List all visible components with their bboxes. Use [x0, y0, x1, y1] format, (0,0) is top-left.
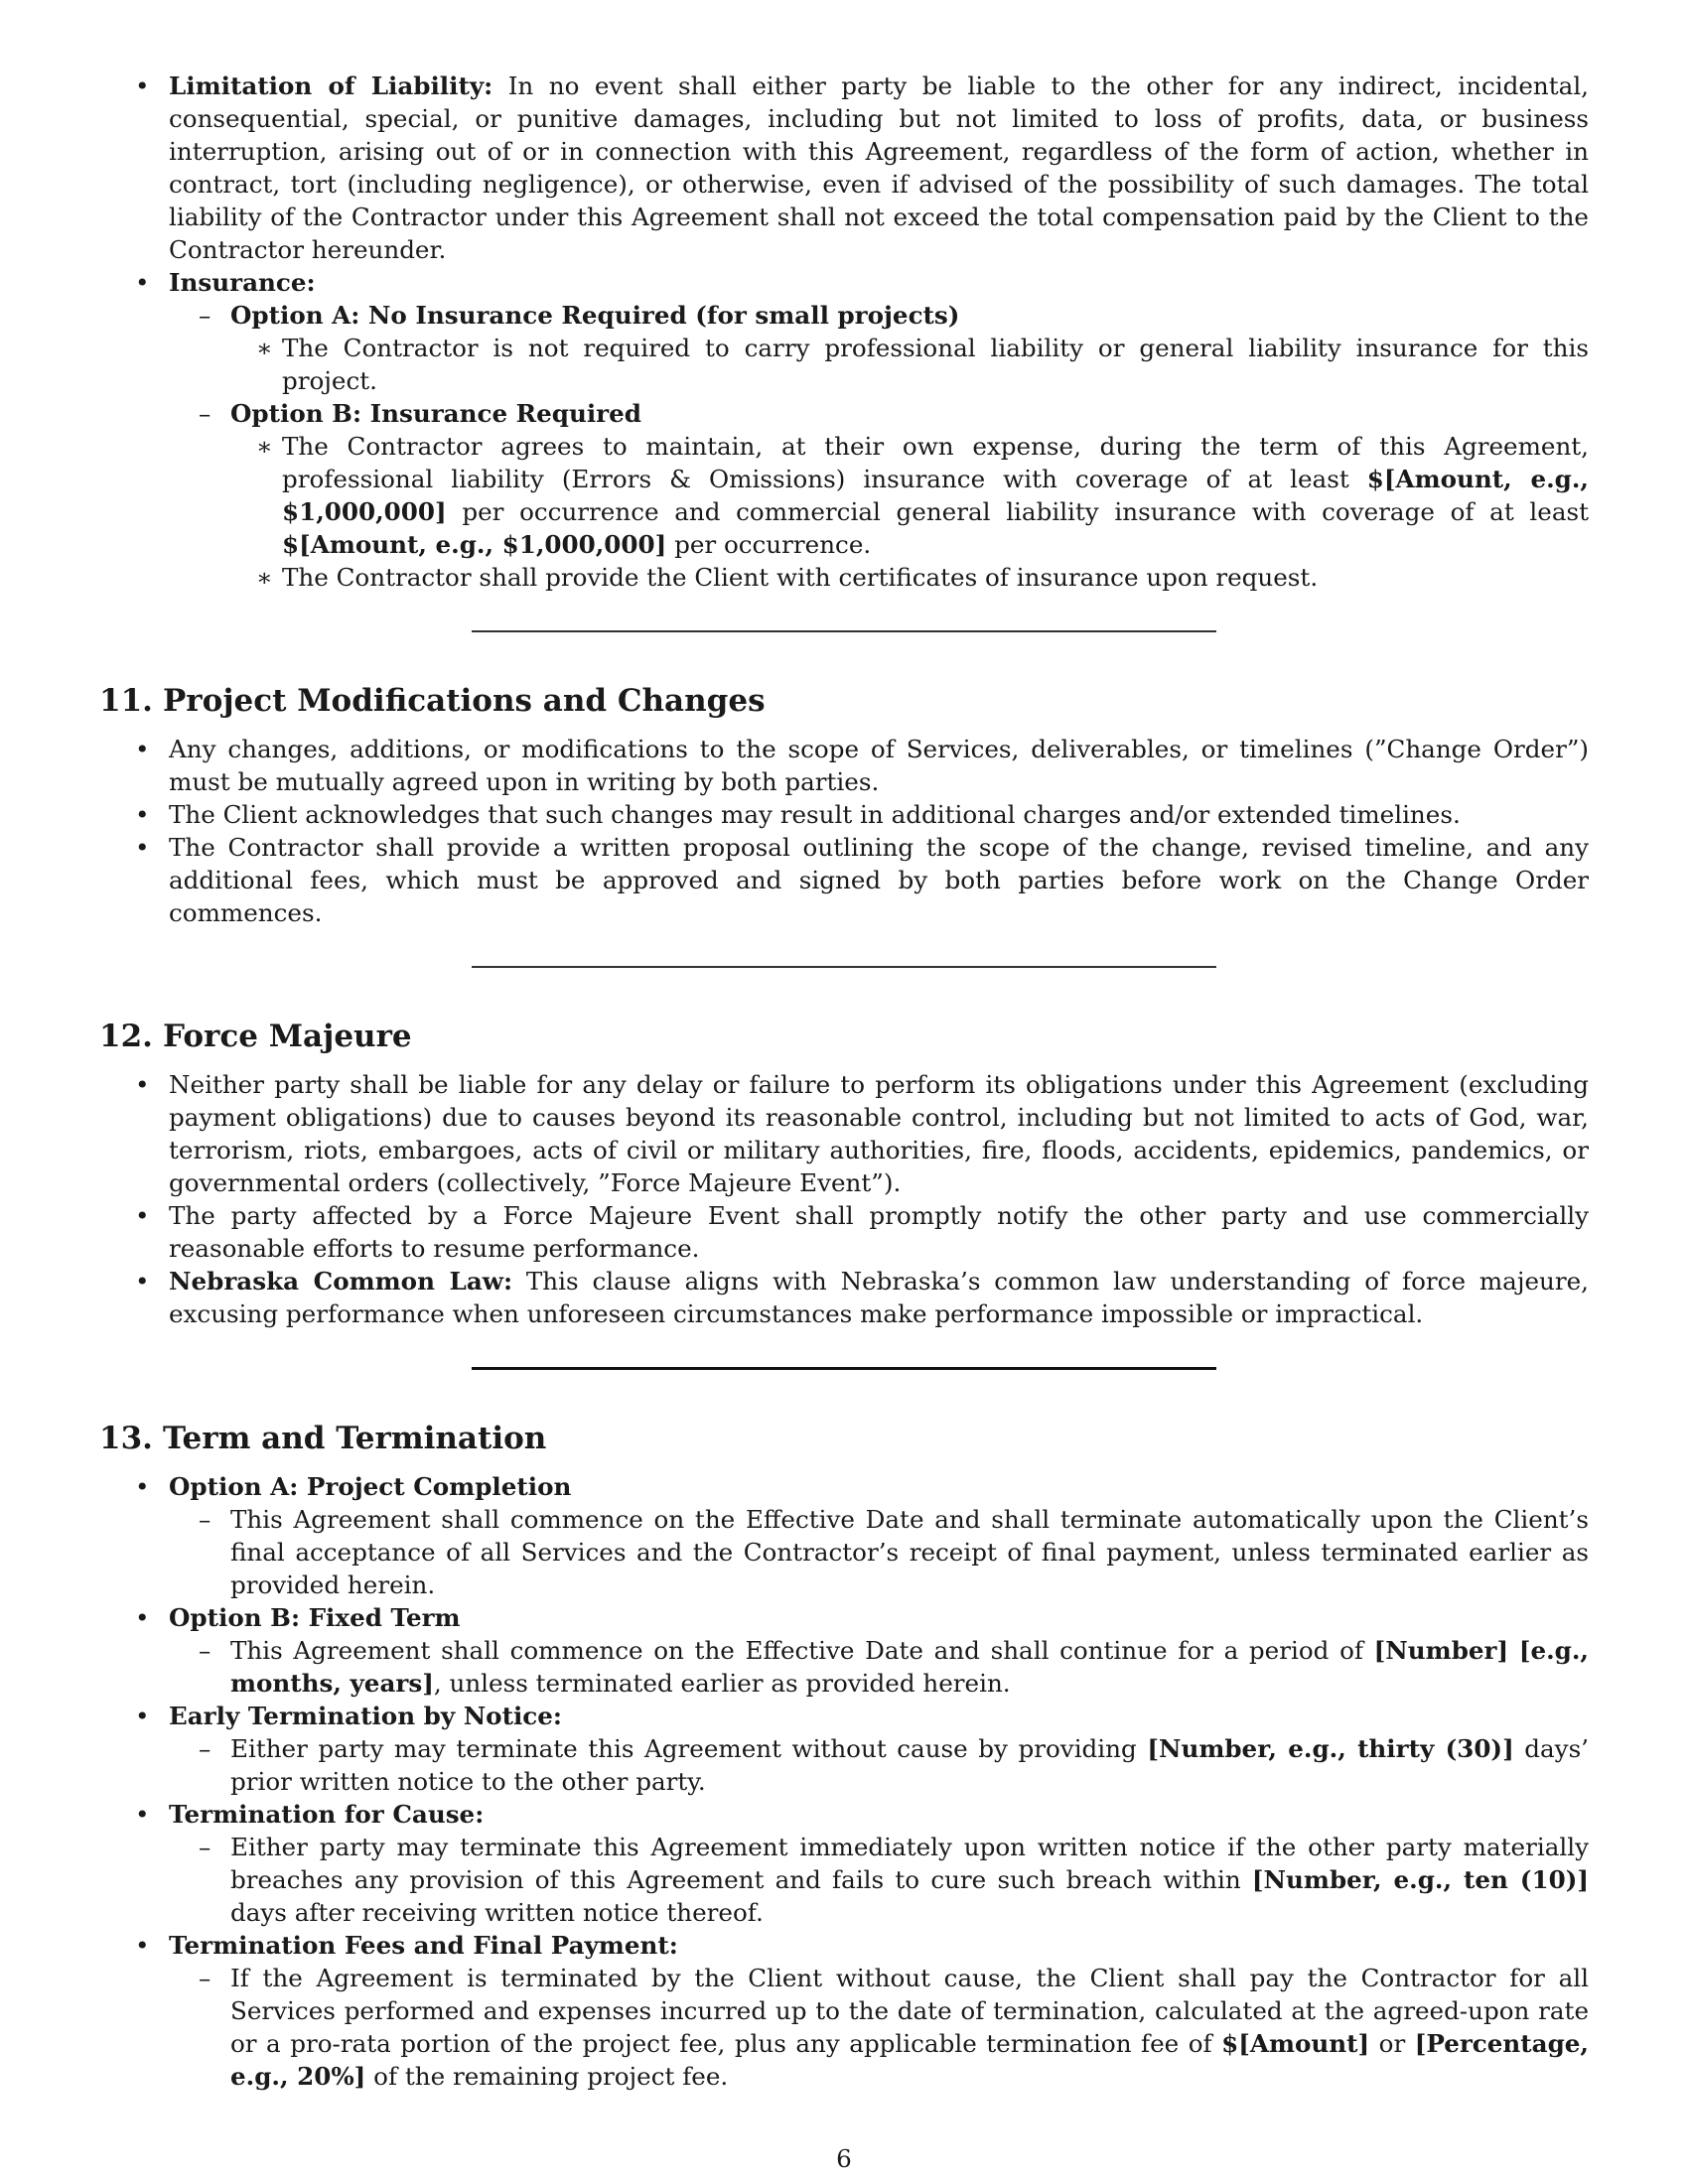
placeholder-amount: $[Amount, e.g., $1,000,000] [282, 465, 1589, 526]
section-title: Project Modifications and Changes [163, 683, 766, 719]
list-item [169, 1732, 1589, 1798]
section-number: 13. [99, 1421, 153, 1456]
section-number: 11. [99, 683, 153, 719]
list-item: • The Client acknowledges that such changes may result in additional charges and/or extended timelines. [99, 798, 1589, 831]
insurance-option-b-label: Option B: Insurance Required [230, 399, 641, 428]
placeholder-unit: [e.g., months, years] [230, 1636, 1589, 1698]
nebraska-text: This clause aligns with Nebraska’s common law understanding of force majeure, excusing performance when unforeseen circumstances make performance impossible or impractical. [169, 1267, 1589, 1328]
termination-cause-items [169, 1831, 1589, 1929]
early-termination-label: Early Termination by Notice: [169, 1702, 562, 1730]
liability-insurance-list [99, 69, 1589, 594]
nebraska-label: Nebraska Common Law: [169, 1267, 513, 1296]
section-title: Force Majeure [163, 1019, 412, 1054]
horizontal-rule [472, 630, 1216, 632]
liability-text: In no event shall either party be liable to the other for any indirect, incidental, consequential, special, or punitive damages, including but not limited to loss of profits, data, or business interruption, arising out of or in connection with this Agreement, regardless of the form of action, whether in contract, tort (including negligence), or otherwise, even if advised of the possibility of such damages. The total liability of the Contractor under this Agreement shall not exceed the total compensation paid by the Client to the Contractor hereunder. [169, 71, 1589, 264]
option-b-label: Option B: Fixed Term [169, 1603, 461, 1632]
placeholder-number: [Number, e.g., ten (10)] [1251, 1865, 1589, 1894]
list-item [169, 1962, 1589, 2093]
placeholder-amount: $[Amount] [1221, 2029, 1370, 2058]
text-run: days’ prior written notice to the other party. [230, 1734, 1590, 1796]
list-item [169, 1634, 1589, 1700]
list-item [99, 1798, 1589, 1929]
placeholder-amount: $[Amount, e.g., $1,000,000] [282, 530, 667, 559]
list-item [99, 1601, 1589, 1700]
text-run: Either party may terminate this Agreement immediately upon written notice if the other party materially breaches any provision of this Agreement and fails to cure such breach within [230, 1833, 1589, 1894]
option-a-items [169, 1503, 1589, 1601]
option-a-label: Option A: Project Completion [169, 1472, 572, 1501]
text-run: of the remaining project fee. [365, 2062, 729, 2091]
text-run: The Contractor agrees to maintain, at their own expense, during the term of this Agreement, professional liability (Errors & Omissions) insurance with coverage of at least [282, 432, 1589, 493]
list-item: – This Agreement shall commence on the Effective Date and shall terminate automatically upon the Client’s final acceptance of all Services and the Contractor’s receipt of final payment, unless terminated earlier as provided herein. [169, 1503, 1589, 1601]
list-item: ∗ The Contractor is not required to carry professional liability or general liability insurance for this project. [230, 332, 1589, 397]
section-12-list [99, 1068, 1589, 1330]
early-termination-items [169, 1732, 1589, 1798]
text-run: , unless terminated earlier as provided herein. [433, 1669, 1011, 1698]
placeholder-number: [Number] [1373, 1636, 1509, 1665]
list-item: ∗ The Contractor shall provide the Client with certificates of insurance upon request. [230, 561, 1589, 594]
termination-fees-items [169, 1962, 1589, 2093]
list-item: • Any changes, additions, or modifications to the scope of Services, deliverables, or timelines (”Change Order”) must be mutually agreed upon in writing by both parties. [99, 733, 1589, 798]
insurance-option-a-items [230, 332, 1589, 397]
termination-fees-label: Termination Fees and Final Payment: [169, 1931, 678, 1960]
text-run [1508, 1636, 1519, 1665]
list-item [99, 69, 1589, 266]
text-run: per occurrence and commercial general liability insurance with coverage of at least [446, 497, 1589, 526]
liability-label: Limitation of Liability: [169, 71, 493, 100]
section-number: 12. [99, 1019, 153, 1054]
document-page [99, 69, 1589, 2093]
text-run: This Agreement shall commence on the Effective Date and shall continue for a period of [230, 1636, 1374, 1665]
list-item [99, 266, 1589, 594]
text-run: Either party may terminate this Agreement without cause by providing [230, 1734, 1148, 1763]
list-item [169, 299, 1589, 397]
list-item: • The Contractor shall provide a written proposal outlining the scope of the change, revised timeline, and any additional fees, which must be approved and signed by both parties before work on the Change Order commences. [99, 831, 1589, 929]
insurance-option-b-items [230, 430, 1589, 594]
list-item [169, 1831, 1589, 1929]
horizontal-rule [472, 966, 1216, 968]
text-run: If the Agreement is terminated by the Client without cause, the Client shall pay the Contractor for all Services performed and expenses incurred up to the date of termination, calculated at the agreed-upon rate or a pro-rata portion of the project fee, plus any applicable termination fee of [230, 1964, 1589, 2058]
text-run: per occurrence. [666, 530, 872, 559]
insurance-label: Insurance: [169, 268, 316, 297]
section-11-heading [99, 683, 1589, 719]
section-13-heading [99, 1421, 1589, 1456]
page-number: 6 [836, 2144, 852, 2173]
list-item [99, 1470, 1589, 1601]
list-item [169, 397, 1589, 594]
placeholder-number: [Number, e.g., thirty (30)] [1147, 1734, 1514, 1763]
text-run: or [1369, 2029, 1415, 2058]
option-b-items [169, 1634, 1589, 1700]
list-item: • The party affected by a Force Majeure Event shall promptly notify the other party and use commercially reasonable efforts to resume performance. [99, 1199, 1589, 1265]
list-item [99, 1700, 1589, 1798]
list-item [99, 1265, 1589, 1330]
termination-cause-label: Termination for Cause: [169, 1800, 485, 1829]
list-item [99, 1929, 1589, 2093]
section-11-list [99, 733, 1589, 929]
text-run: days after receiving written notice thereof. [230, 1898, 764, 1927]
insurance-option-a-label: Option A: No Insurance Required (for small projects) [230, 301, 960, 330]
section-12-heading [99, 1019, 1589, 1054]
list-item: • Neither party shall be liable for any delay or failure to perform its obligations under this Agreement (excluding payment obligations) due to causes beyond its reasonable control, including but not limited to acts of God, war, terrorism, riots, embargoes, acts of civil or military authorities, fire, floods, accidents, epidemics, pandemics, or governmental orders (collectively, ”Force Majeure Event”). [99, 1068, 1589, 1199]
section-13-list [99, 1470, 1589, 2093]
horizontal-rule [472, 1367, 1216, 1370]
section-title: Term and Termination [163, 1421, 547, 1456]
insurance-options [169, 299, 1589, 594]
list-item [230, 430, 1589, 561]
placeholder-percentage: [Percentage, e.g., 20%] [230, 2029, 1589, 2091]
